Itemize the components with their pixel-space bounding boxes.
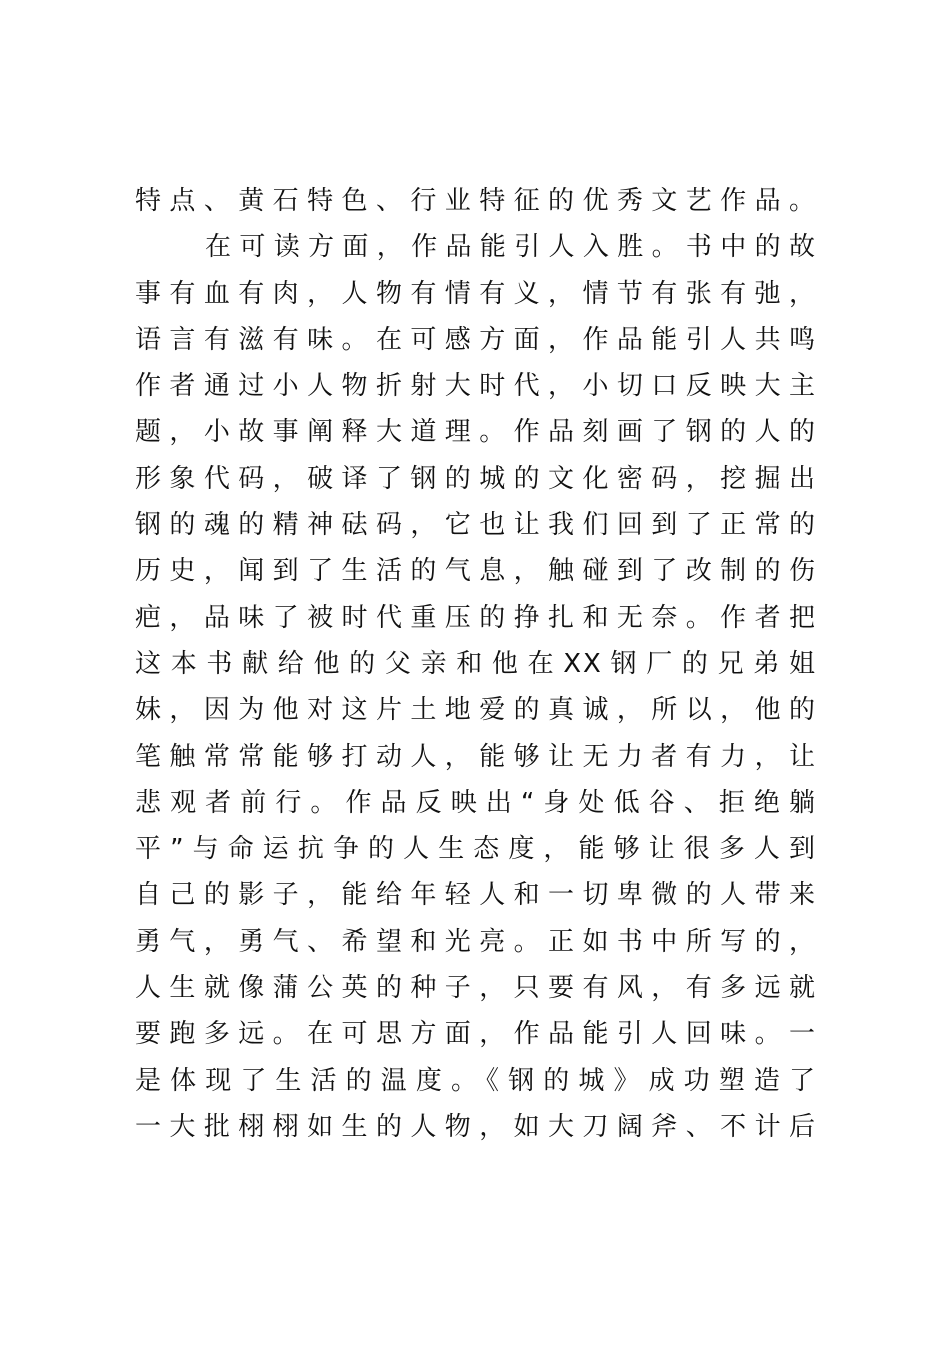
text-line-20: 是体现了生活的温度。《钢的城》成功塑造了 (135, 1065, 817, 1096)
text-line-18: 人生就像蒲公英的种子，只要有风，有多远就 (135, 973, 817, 1004)
text-line-15: 平”与命运抗争的人生态度，能够让很多人到 (135, 834, 817, 865)
text-line-6: 题，小故事阐释大道理。作品刻画了钢的人的 (135, 417, 817, 448)
text-line-4: 语言有滋有味。在可感方面，作品能引人共鸣 (135, 324, 817, 355)
text-line-13: 笔触常常能够打动人，能够让无力者有力，让 (135, 741, 817, 772)
text-line-12: 妹，因为他对这片土地爱的真诚，所以，他的 (135, 695, 817, 726)
text-line-10: 疤，品味了被时代重压的挣扎和无奈。作者把 (135, 602, 817, 633)
text-line-14: 悲观者前行。作品反映出“身处低谷、拒绝躺 (135, 787, 817, 818)
text-line-3: 事有血有肉，人物有情有义，情节有张有弛， (135, 278, 817, 309)
text-line-2: 在可读方面，作品能引人入胜。书中的故 (205, 232, 817, 263)
text-line-19: 要跑多远。在可思方面，作品能引人回味。一 (135, 1019, 817, 1050)
text-line-17: 勇气，勇气、希望和光亮。正如书中所写的， (135, 926, 817, 957)
text-line-1: 特点、黄石特色、行业特征的优秀文艺作品。 (135, 186, 817, 216)
text-line-16: 自己的影子，能给年轻人和一切卑微的人带来 (135, 880, 817, 911)
text-line-9: 历史，闻到了生活的气息，触碰到了改制的伤 (135, 556, 817, 587)
text-line-8: 钢的魂的精神砝码，它也让我们回到了正常的 (135, 510, 817, 541)
text-line-11: 这本书献给他的父亲和他在XX钢厂的兄弟姐 (135, 648, 817, 679)
text-line-7: 形象代码，破译了钢的城的文化密码，挖掘出 (135, 463, 817, 494)
text-line-21: 一大批栩栩如生的人物，如大刀阔斧、不计后 (135, 1111, 817, 1142)
body-text (135, 178, 817, 1150)
text-line-5: 作者通过小人物折射大时代，小切口反映大主 (135, 371, 817, 402)
